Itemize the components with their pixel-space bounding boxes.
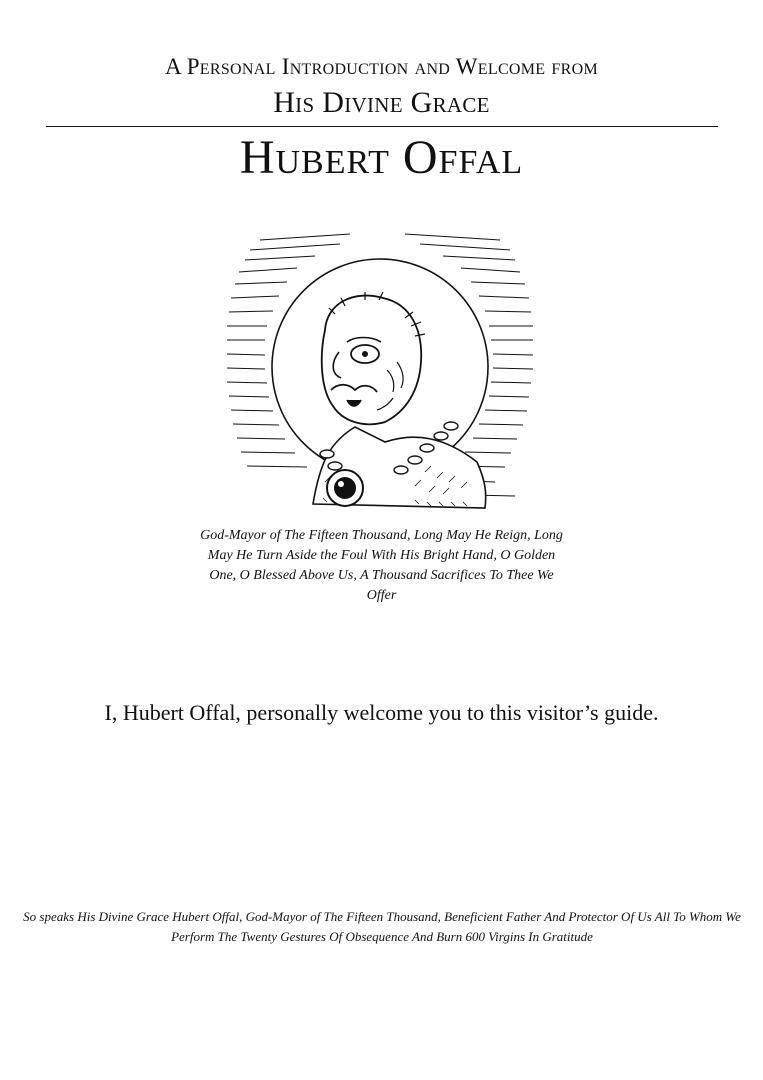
intro-heading: A Personal Introduction and Welcome from — [165, 54, 598, 79]
welcome-message: I, Hubert Offal, personally welcome you to this visitor’s guide. — [104, 700, 659, 725]
heading-divider — [46, 126, 718, 127]
portrait-caption: God-Mayor of The Fifteen Thousand, Long May He Reign, Long May He Turn Aside the Foul With His Bright Hand, O Golden One, O Blessed Above Us, A Thousand Sacrifices To Thee We Offer — [200, 528, 563, 603]
honorific-heading: His Divine Grace — [273, 86, 490, 119]
hubert-offal-portrait-icon — [215, 222, 545, 518]
closing-attribution: So speaks His Divine Grace Hubert Offal, God-Mayor of The Fifteen Thousand, Beneficient Father And Protector Of Us All To Whom We Perform The Twenty Gestures Of Obsequence And Burn 600 Virgins In Gratitude — [23, 909, 741, 944]
page-title: Hubert Offal — [239, 131, 524, 184]
